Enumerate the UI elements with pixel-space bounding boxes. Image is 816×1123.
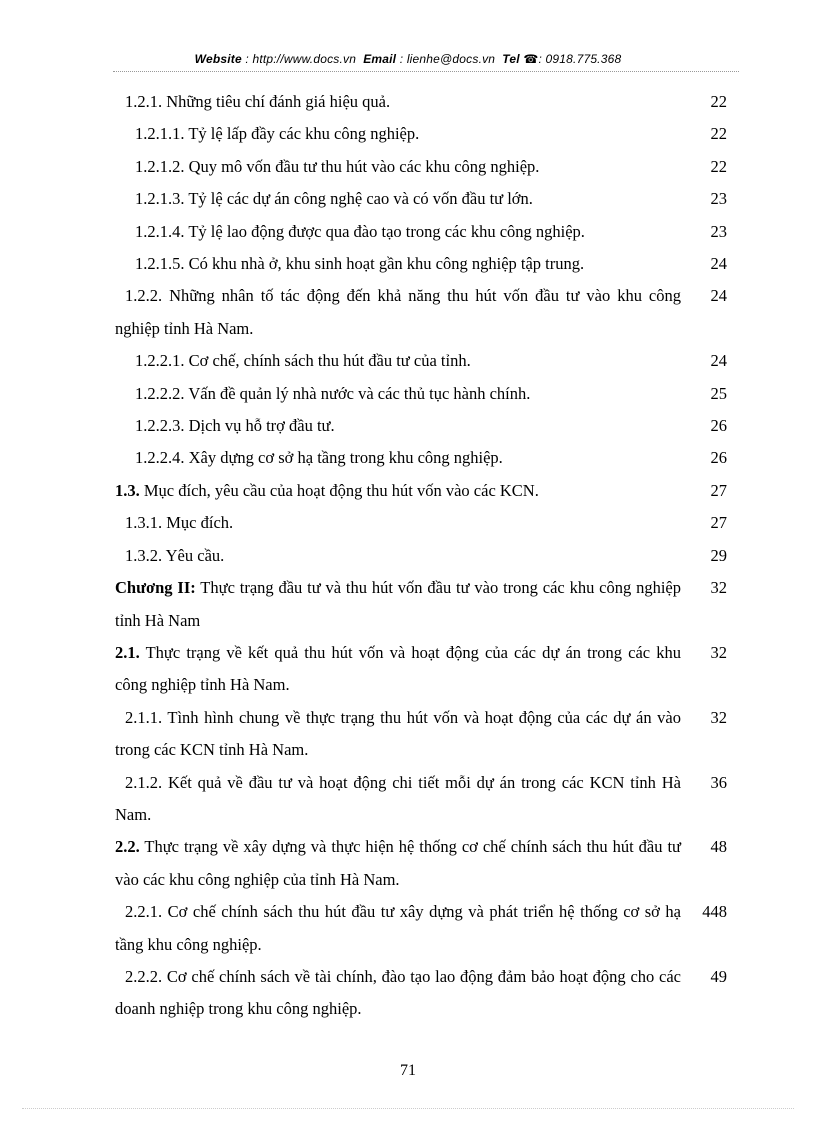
toc-entry-title: Thực trạng đầu tư và thu hút vốn đầu tư vào trong các khu công nghiệp tỉnh Hà Nam <box>115 578 681 630</box>
toc-entry-page: 36 <box>710 772 727 792</box>
toc-entry-text <box>115 637 681 702</box>
toc-entry-number: 2.1. <box>115 642 140 662</box>
toc-entry-text: 1.3.1. Mục đích. <box>125 513 234 533</box>
email-label: Email <box>363 52 397 66</box>
website-value: : http://www.docs.vn <box>245 52 357 66</box>
toc-entry-page: 24 <box>710 351 727 371</box>
toc-entry-page: 27 <box>710 513 727 533</box>
toc-entry-text: 2.2.2. Cơ chế chính sách về tài chính, đào tạo lao động đảm bảo hoạt động cho các doanh nghiệp trong khu công nghiệp. <box>115 966 681 1019</box>
page-bottom-border <box>22 1108 794 1109</box>
toc-entry-title: Thực trạng về xây dựng và thực hiện hệ thống cơ chế chính sách thu hút đầu tư vào các khu công nghiệp của tỉnh Hà Nam. <box>115 837 681 889</box>
toc-entry-page: 24 <box>710 286 727 306</box>
toc-entry-page: 32 <box>710 642 727 662</box>
toc-entry <box>115 767 727 832</box>
toc-entry <box>115 507 727 539</box>
toc-entry-text: 2.1.1. Tình hình chung về thực trạng thu hút vốn và hoạt động của các dự án vào trong các KCN tỉnh Hà Nam. <box>115 707 681 760</box>
toc-entry-page: 25 <box>710 383 727 403</box>
toc-entry-page: 448 <box>702 902 727 922</box>
toc-entry-page: 32 <box>710 707 727 727</box>
toc-entry-text: 1.2.2.4. Xây dựng cơ sở hạ tầng trong khu công nghiệp. <box>135 448 503 468</box>
toc-entry-page: 24 <box>710 254 727 274</box>
toc-entry-text: 1.2.1.2. Quy mô vốn đầu tư thu hút vào các khu công nghiệp. <box>135 156 540 176</box>
tel-label: Tel <box>502 52 520 66</box>
toc-entry-number: 2.2. <box>115 837 140 857</box>
toc-entry-title: Mục đích, yêu cầu của hoạt động thu hút vốn vào các KCN. <box>139 480 539 500</box>
toc-entry-text: 1.2.1. Những tiêu chí đánh giá hiệu quả. <box>125 92 391 111</box>
toc-entry-page: 48 <box>710 837 727 857</box>
toc-entry <box>115 248 727 280</box>
header-divider <box>113 71 739 72</box>
toc-entry-text: 1.2.2.1. Cơ chế, chính sách thu hút đầu tư của tỉnh. <box>135 351 471 371</box>
toc-entry <box>115 702 727 767</box>
toc-entry-page: 32 <box>710 578 727 598</box>
toc-entry-text: 1.2.2. Những nhân tố tác động đến khả năng thu hút vốn đầu tư vào khu công nghiệp tỉnh Hà Nam. <box>115 286 681 338</box>
toc-entry <box>115 442 727 474</box>
toc-entry <box>115 540 727 572</box>
toc-entry <box>115 118 727 150</box>
toc-entry <box>115 345 727 377</box>
toc-entry <box>115 961 727 1026</box>
toc-entry-title: Thực trạng về kết quả thu hút vốn và hoạt động của các dự án trong các khu công nghiệp tỉnh Hà Nam. <box>115 642 681 695</box>
toc-entry-page: 23 <box>710 221 727 241</box>
tel-value: : 0918.775.368 <box>538 52 622 66</box>
toc-entry-text <box>115 831 681 896</box>
toc-entry-number: Chương II: <box>115 578 196 598</box>
toc-entry-page: 26 <box>710 448 727 468</box>
toc-entry-text: 1.2.1.3. Tỷ lệ các dự án công nghệ cao và có vốn đầu tư lớn. <box>135 189 533 209</box>
toc-entry <box>115 831 727 896</box>
toc-entry <box>115 410 727 442</box>
page-header <box>0 52 816 66</box>
toc-entry <box>115 216 727 248</box>
toc-entry-text: 2.1.2. Kết quả về đầu tư và hoạt động chi tiết mỗi dự án trong các KCN tỉnh Hà Nam. <box>115 772 681 824</box>
toc-entry <box>115 86 727 118</box>
toc-entry-page: 29 <box>710 545 727 565</box>
toc-entry-text: 1.2.1.5. Có khu nhà ở, khu sinh hoạt gần khu công nghiệp tập trung. <box>135 254 585 274</box>
toc-entry-page: 22 <box>710 124 727 144</box>
toc-entry-text <box>115 572 681 637</box>
toc-entry <box>115 280 727 345</box>
toc-entry <box>115 637 727 702</box>
toc-entry-text: 1.2.2.3. Dịch vụ hỗ trợ đầu tư. <box>135 416 335 436</box>
toc-entry <box>115 183 727 215</box>
toc-entry-page: 22 <box>710 156 727 176</box>
toc-entry-page: 49 <box>710 966 727 986</box>
toc-entry-text: 1.2.1.1. Tỷ lệ lấp đầy các khu công nghiệp. <box>135 124 420 144</box>
toc-entry-text <box>115 475 681 507</box>
toc-entry-text: 1.2.1.4. Tỷ lệ lao động được qua đào tạo trong các khu công nghiệp. <box>135 221 585 241</box>
table-of-contents <box>115 86 727 1026</box>
toc-entry-text: 2.2.1. Cơ chế chính sách thu hút đầu tư xây dựng và phát triển hệ thống cơ sở hạ tầng khu công nghiệp. <box>115 902 681 954</box>
toc-entry-number: 1.3. <box>115 480 140 500</box>
toc-entry-page: 22 <box>710 92 727 111</box>
website-label: Website <box>194 52 242 66</box>
toc-entry <box>115 151 727 183</box>
toc-entry <box>115 896 727 961</box>
toc-entry <box>115 475 727 507</box>
toc-entry <box>115 378 727 410</box>
toc-entry-page: 27 <box>710 480 727 500</box>
phone-icon: ☎ <box>523 52 539 66</box>
email-value: : lienhe@docs.vn <box>399 52 496 66</box>
toc-entry-page: 23 <box>710 189 727 209</box>
toc-entry-text: 1.2.2.2. Vấn đề quản lý nhà nước và các thủ tục hành chính. <box>135 383 531 403</box>
toc-entry <box>115 572 727 637</box>
toc-entry-page: 26 <box>710 416 727 436</box>
page-number: 71 <box>400 1062 416 1079</box>
toc-entry-text: 1.3.2. Yêu cầu. <box>125 545 225 565</box>
